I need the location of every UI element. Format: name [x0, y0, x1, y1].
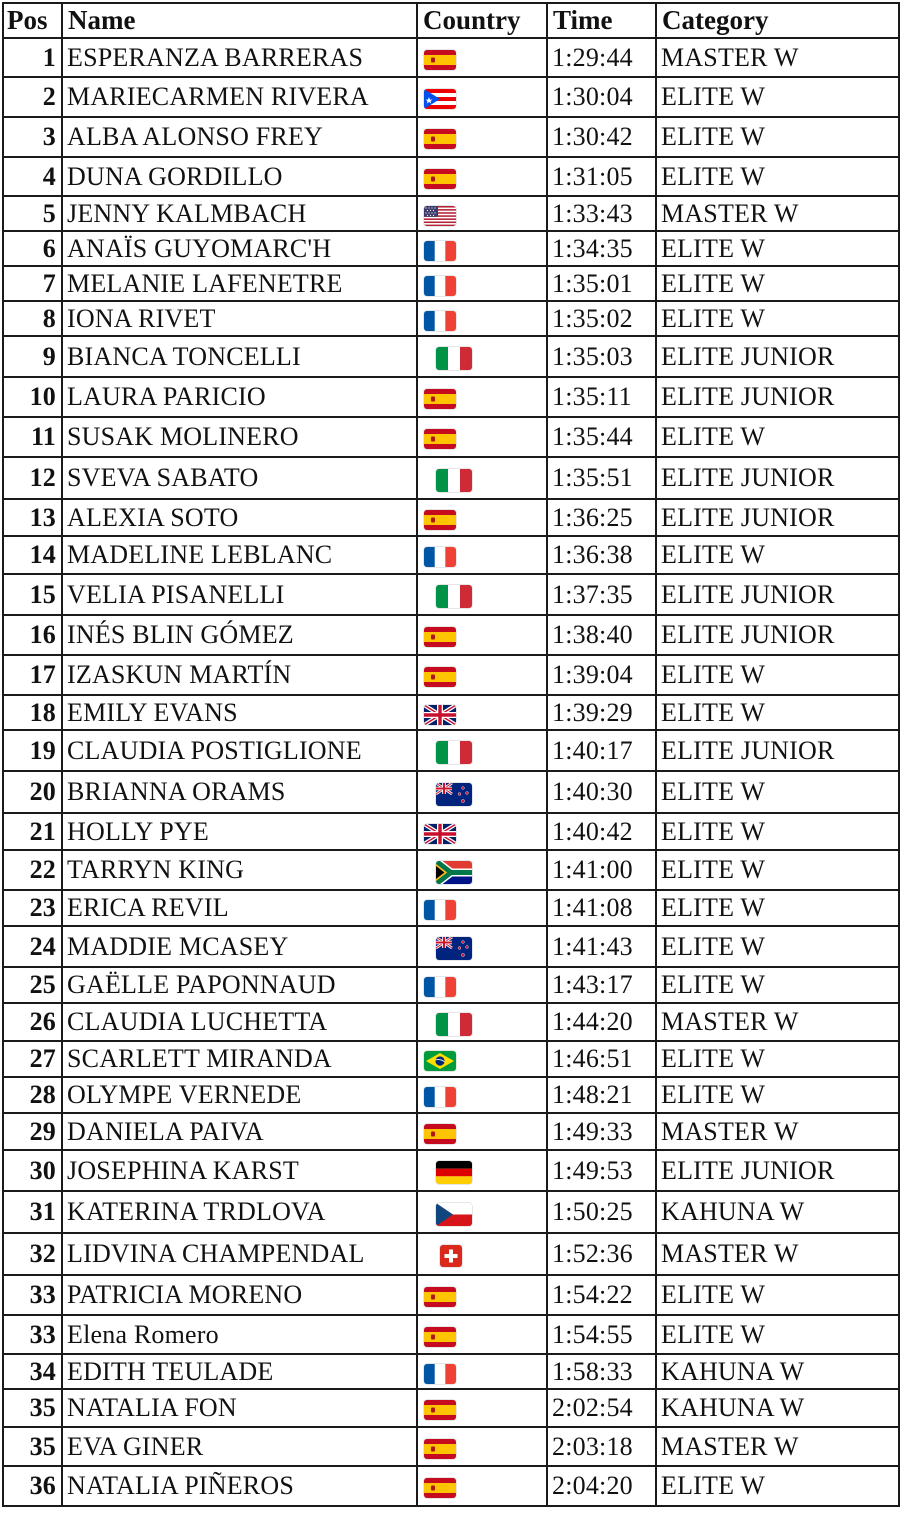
position-cell: 25	[3, 967, 62, 1003]
country-cell	[417, 266, 547, 301]
italy-flag-icon	[436, 347, 472, 370]
time-cell: 2:03:18	[547, 1427, 656, 1466]
table-row	[3, 1113, 899, 1150]
table-row	[3, 926, 899, 967]
position-cell: 3	[3, 117, 62, 157]
athlete-name-cell: GAËLLE PAPONNAUD	[62, 967, 417, 1003]
position-cell: 1	[3, 38, 62, 77]
spain-flag-icon	[424, 389, 456, 409]
france-flag-icon	[424, 311, 456, 331]
time-cell: 1:40:30	[547, 771, 656, 813]
athlete-name-cell: ERICA REVIL	[62, 890, 417, 926]
italy-flag-icon	[436, 1013, 472, 1036]
category-cell: MASTER W	[656, 1113, 899, 1150]
country-cell	[417, 417, 547, 457]
position-cell: 28	[3, 1077, 62, 1113]
position-cell: 20	[3, 771, 62, 813]
time-cell: 1:35:03	[547, 336, 656, 377]
country-cell	[417, 730, 547, 771]
athlete-name-cell: LAURA PARICIO	[62, 377, 417, 417]
position-cell: 21	[3, 813, 62, 850]
time-cell: 1:54:22	[547, 1275, 656, 1315]
table-row	[3, 77, 899, 117]
category-cell: ELITE W	[656, 813, 899, 850]
spain-flag-icon	[424, 510, 456, 530]
table-row	[3, 771, 899, 813]
athlete-name-cell: KATERINA TRDLOVA	[62, 1191, 417, 1233]
time-cell: 1:30:04	[547, 77, 656, 117]
table-row	[3, 615, 899, 655]
country-cell	[417, 499, 547, 536]
country-cell	[417, 574, 547, 615]
athlete-name-cell: DANIELA PAIVA	[62, 1113, 417, 1150]
category-cell: MASTER W	[656, 196, 899, 231]
table-row	[3, 695, 899, 730]
france-flag-icon	[424, 1087, 456, 1107]
position-cell: 8	[3, 301, 62, 336]
table-row	[3, 1191, 899, 1233]
position-cell: 11	[3, 417, 62, 457]
time-cell: 1:50:25	[547, 1191, 656, 1233]
category-cell: ELITE W	[656, 231, 899, 266]
table-row	[3, 1389, 899, 1427]
country-cell	[417, 695, 547, 730]
italy-flag-icon	[436, 585, 472, 608]
time-cell: 1:37:35	[547, 574, 656, 615]
athlete-name-cell: SVEVA SABATO	[62, 457, 417, 499]
category-cell: ELITE JUNIOR	[656, 574, 899, 615]
spain-flag-icon	[424, 667, 456, 687]
category-cell: ELITE W	[656, 1275, 899, 1315]
france-flag-icon	[424, 547, 456, 567]
uk-flag-icon	[424, 705, 456, 725]
spain-flag-icon	[424, 1439, 456, 1459]
country-cell	[417, 1315, 547, 1354]
time-cell: 1:54:55	[547, 1315, 656, 1354]
category-cell: ELITE JUNIOR	[656, 377, 899, 417]
country-cell	[417, 890, 547, 926]
position-cell: 32	[3, 1233, 62, 1275]
country-cell	[417, 1389, 547, 1427]
position-cell: 33	[3, 1275, 62, 1315]
spain-flag-icon	[424, 129, 456, 149]
athlete-name-cell: Elena Romero	[62, 1315, 417, 1354]
category-cell: ELITE JUNIOR	[656, 1150, 899, 1191]
south-africa-flag-icon	[436, 861, 472, 884]
time-cell: 1:35:11	[547, 377, 656, 417]
position-cell: 12	[3, 457, 62, 499]
country-cell	[417, 771, 547, 813]
time-cell: 1:52:36	[547, 1233, 656, 1275]
spain-flag-icon	[424, 429, 456, 449]
time-cell: 1:41:00	[547, 850, 656, 890]
country-cell	[417, 1041, 547, 1077]
position-cell: 4	[3, 157, 62, 196]
country-cell	[417, 77, 547, 117]
time-cell: 1:39:29	[547, 695, 656, 730]
category-cell: ELITE JUNIOR	[656, 730, 899, 771]
table-row	[3, 1466, 899, 1506]
category-cell: KAHUNA W	[656, 1191, 899, 1233]
athlete-name-cell: CLAUDIA POSTIGLIONE	[62, 730, 417, 771]
country-cell	[417, 377, 547, 417]
italy-flag-icon	[436, 741, 472, 764]
time-cell: 1:46:51	[547, 1041, 656, 1077]
category-cell: ELITE W	[656, 157, 899, 196]
time-cell: 1:35:51	[547, 457, 656, 499]
country-cell	[417, 536, 547, 574]
time-cell: 1:29:44	[547, 38, 656, 77]
country-cell	[417, 457, 547, 499]
category-cell: ELITE W	[656, 850, 899, 890]
athlete-name-cell: BRIANNA ORAMS	[62, 771, 417, 813]
athlete-name-cell: ALEXIA SOTO	[62, 499, 417, 536]
time-cell: 1:35:02	[547, 301, 656, 336]
table-row	[3, 457, 899, 499]
country-cell	[417, 655, 547, 695]
country-cell	[417, 231, 547, 266]
time-cell: 1:49:53	[547, 1150, 656, 1191]
time-cell: 2:04:20	[547, 1466, 656, 1506]
position-cell: 17	[3, 655, 62, 695]
new-zealand-flag-icon	[436, 937, 472, 960]
time-cell: 1:39:04	[547, 655, 656, 695]
table-row	[3, 1354, 899, 1389]
position-cell: 7	[3, 266, 62, 301]
category-cell: ELITE W	[656, 1077, 899, 1113]
brazil-flag-icon	[424, 1051, 456, 1071]
time-cell: 1:35:44	[547, 417, 656, 457]
athlete-name-cell: IZASKUN MARTÍN	[62, 655, 417, 695]
country-cell	[417, 926, 547, 967]
athlete-name-cell: MADDIE MCASEY	[62, 926, 417, 967]
country-cell	[417, 196, 547, 231]
category-cell: ELITE W	[656, 967, 899, 1003]
athlete-name-cell: DUNA GORDILLO	[62, 157, 417, 196]
country-cell	[417, 1150, 547, 1191]
category-cell: ELITE W	[656, 1466, 899, 1506]
country-cell	[417, 1191, 547, 1233]
time-cell: 2:02:54	[547, 1389, 656, 1427]
category-cell: ELITE W	[656, 266, 899, 301]
table-row	[3, 536, 899, 574]
table-row	[3, 417, 899, 457]
time-cell: 1:48:21	[547, 1077, 656, 1113]
switzerland-flag-icon	[440, 1245, 462, 1267]
time-cell: 1:41:08	[547, 890, 656, 926]
table-row	[3, 38, 899, 77]
time-cell: 1:30:42	[547, 117, 656, 157]
position-cell: 22	[3, 850, 62, 890]
position-cell: 18	[3, 695, 62, 730]
time-cell: 1:34:35	[547, 231, 656, 266]
position-cell: 35	[3, 1427, 62, 1466]
country-cell	[417, 336, 547, 377]
table-row	[3, 813, 899, 850]
position-cell: 35	[3, 1389, 62, 1427]
position-cell: 6	[3, 231, 62, 266]
category-cell: ELITE JUNIOR	[656, 457, 899, 499]
category-cell: MASTER W	[656, 38, 899, 77]
category-cell: ELITE W	[656, 695, 899, 730]
france-flag-icon	[424, 1364, 456, 1384]
new-zealand-flag-icon	[436, 783, 472, 806]
athlete-name-cell: EMILY EVANS	[62, 695, 417, 730]
category-cell: KAHUNA W	[656, 1354, 899, 1389]
position-cell: 5	[3, 196, 62, 231]
position-cell: 24	[3, 926, 62, 967]
country-cell	[417, 850, 547, 890]
france-flag-icon	[424, 241, 456, 261]
time-cell: 1:40:42	[547, 813, 656, 850]
position-cell: 10	[3, 377, 62, 417]
spain-flag-icon	[424, 1400, 456, 1420]
table-row	[3, 1003, 899, 1041]
spain-flag-icon	[424, 1478, 456, 1498]
category-cell: ELITE W	[656, 77, 899, 117]
country-cell	[417, 1233, 547, 1275]
header-row	[3, 3, 899, 38]
table-row	[3, 1150, 899, 1191]
italy-flag-icon	[436, 469, 472, 492]
athlete-name-cell: IONA RIVET	[62, 301, 417, 336]
athlete-name-cell: MADELINE LEBLANC	[62, 536, 417, 574]
table-row	[3, 157, 899, 196]
name-column-header: Name	[62, 3, 417, 38]
table-row	[3, 1275, 899, 1315]
position-cell: 19	[3, 730, 62, 771]
category-cell: ELITE W	[656, 1315, 899, 1354]
category-cell: ELITE JUNIOR	[656, 499, 899, 536]
france-flag-icon	[424, 900, 456, 920]
athlete-name-cell: LIDVINA CHAMPENDAL	[62, 1233, 417, 1275]
table-row	[3, 117, 899, 157]
athlete-name-cell: PATRICIA MORENO	[62, 1275, 417, 1315]
category-cell: KAHUNA W	[656, 1389, 899, 1427]
puerto-rico-flag-icon	[424, 89, 456, 109]
position-cell: 34	[3, 1354, 62, 1389]
time-cell: 1:41:43	[547, 926, 656, 967]
table-row	[3, 655, 899, 695]
table-row	[3, 1315, 899, 1354]
category-cell: ELITE W	[656, 417, 899, 457]
country-cell	[417, 157, 547, 196]
table-row	[3, 967, 899, 1003]
position-cell: 30	[3, 1150, 62, 1191]
country-column-header: Country	[417, 3, 547, 38]
time-cell: 1:35:01	[547, 266, 656, 301]
athlete-name-cell: BIANCA TONCELLI	[62, 336, 417, 377]
results-table-body	[3, 38, 899, 1506]
category-column-header: Category	[656, 3, 899, 38]
athlete-name-cell: TARRYN KING	[62, 850, 417, 890]
spain-flag-icon	[424, 627, 456, 647]
time-cell: 1:31:05	[547, 157, 656, 196]
position-cell: 13	[3, 499, 62, 536]
spain-flag-icon	[424, 1287, 456, 1307]
table-row	[3, 850, 899, 890]
table-row	[3, 1233, 899, 1275]
table-row	[3, 890, 899, 926]
country-cell	[417, 1077, 547, 1113]
category-cell: MASTER W	[656, 1427, 899, 1466]
time-cell: 1:44:20	[547, 1003, 656, 1041]
spain-flag-icon	[424, 1124, 456, 1144]
athlete-name-cell: EVA GINER	[62, 1427, 417, 1466]
table-row	[3, 730, 899, 771]
athlete-name-cell: ANAÏS GUYOMARC'H	[62, 231, 417, 266]
athlete-name-cell: ESPERANZA BARRERAS	[62, 38, 417, 77]
country-cell	[417, 1113, 547, 1150]
athlete-name-cell: SCARLETT MIRANDA	[62, 1041, 417, 1077]
category-cell: MASTER W	[656, 1233, 899, 1275]
position-cell: 9	[3, 336, 62, 377]
category-cell: ELITE W	[656, 117, 899, 157]
germany-flag-icon	[436, 1161, 472, 1184]
country-cell	[417, 1427, 547, 1466]
category-cell: ELITE W	[656, 890, 899, 926]
position-cell: 26	[3, 1003, 62, 1041]
athlete-name-cell: JENNY KALMBACH	[62, 196, 417, 231]
country-cell	[417, 1275, 547, 1315]
table-row	[3, 1041, 899, 1077]
athlete-name-cell: MARIECARMEN RIVERA	[62, 77, 417, 117]
country-cell	[417, 967, 547, 1003]
category-cell: ELITE JUNIOR	[656, 615, 899, 655]
table-row	[3, 301, 899, 336]
athlete-name-cell: JOSEPHINA KARST	[62, 1150, 417, 1191]
spain-flag-icon	[424, 169, 456, 189]
table-row	[3, 574, 899, 615]
athlete-name-cell: EDITH TEULADE	[62, 1354, 417, 1389]
category-cell: ELITE JUNIOR	[656, 336, 899, 377]
czech-flag-icon	[436, 1203, 472, 1226]
athlete-name-cell: CLAUDIA LUCHETTA	[62, 1003, 417, 1041]
category-cell: ELITE W	[656, 301, 899, 336]
time-cell: 1:36:38	[547, 536, 656, 574]
athlete-name-cell: NATALIA PIÑEROS	[62, 1466, 417, 1506]
position-cell: 31	[3, 1191, 62, 1233]
table-row	[3, 377, 899, 417]
uk-flag-icon	[424, 824, 456, 844]
category-cell: ELITE W	[656, 655, 899, 695]
results-table-header	[3, 3, 899, 38]
athlete-name-cell: SUSAK MOLINERO	[62, 417, 417, 457]
time-cell: 1:40:17	[547, 730, 656, 771]
table-row	[3, 499, 899, 536]
position-cell: 23	[3, 890, 62, 926]
position-cell: 33	[3, 1315, 62, 1354]
category-cell: ELITE W	[656, 926, 899, 967]
category-cell: ELITE W	[656, 536, 899, 574]
category-cell: MASTER W	[656, 1003, 899, 1041]
table-row	[3, 1427, 899, 1466]
athlete-name-cell: HOLLY PYE	[62, 813, 417, 850]
country-cell	[417, 1003, 547, 1041]
position-cell: 16	[3, 615, 62, 655]
table-row	[3, 336, 899, 377]
spain-flag-icon	[424, 1327, 456, 1347]
athlete-name-cell: NATALIA FON	[62, 1389, 417, 1427]
time-cell: 1:49:33	[547, 1113, 656, 1150]
position-cell: 2	[3, 77, 62, 117]
time-cell: 1:33:43	[547, 196, 656, 231]
category-cell: ELITE W	[656, 1041, 899, 1077]
table-row	[3, 231, 899, 266]
france-flag-icon	[424, 276, 456, 296]
results-table	[2, 2, 900, 1507]
table-row	[3, 1077, 899, 1113]
position-cell: 29	[3, 1113, 62, 1150]
country-cell	[417, 813, 547, 850]
position-cell: 36	[3, 1466, 62, 1506]
table-row	[3, 266, 899, 301]
position-cell: 27	[3, 1041, 62, 1077]
spain-flag-icon	[424, 50, 456, 70]
position-cell: 14	[3, 536, 62, 574]
time-cell: 1:58:33	[547, 1354, 656, 1389]
category-cell: ELITE W	[656, 771, 899, 813]
time-cell: 1:36:25	[547, 499, 656, 536]
position-cell: 15	[3, 574, 62, 615]
pos-column-header: Pos	[3, 3, 62, 38]
country-cell	[417, 1466, 547, 1506]
country-cell	[417, 1354, 547, 1389]
country-cell	[417, 615, 547, 655]
time-column-header: Time	[547, 3, 656, 38]
country-cell	[417, 301, 547, 336]
athlete-name-cell: OLYMPE VERNEDE	[62, 1077, 417, 1113]
athlete-name-cell: MELANIE LAFENETRE	[62, 266, 417, 301]
france-flag-icon	[424, 977, 456, 997]
time-cell: 1:43:17	[547, 967, 656, 1003]
athlete-name-cell: INÉS BLIN GÓMEZ	[62, 615, 417, 655]
country-cell	[417, 117, 547, 157]
table-row	[3, 196, 899, 231]
athlete-name-cell: VELIA PISANELLI	[62, 574, 417, 615]
country-cell	[417, 38, 547, 77]
athlete-name-cell: ALBA ALONSO FREY	[62, 117, 417, 157]
time-cell: 1:38:40	[547, 615, 656, 655]
usa-flag-icon	[424, 206, 456, 226]
